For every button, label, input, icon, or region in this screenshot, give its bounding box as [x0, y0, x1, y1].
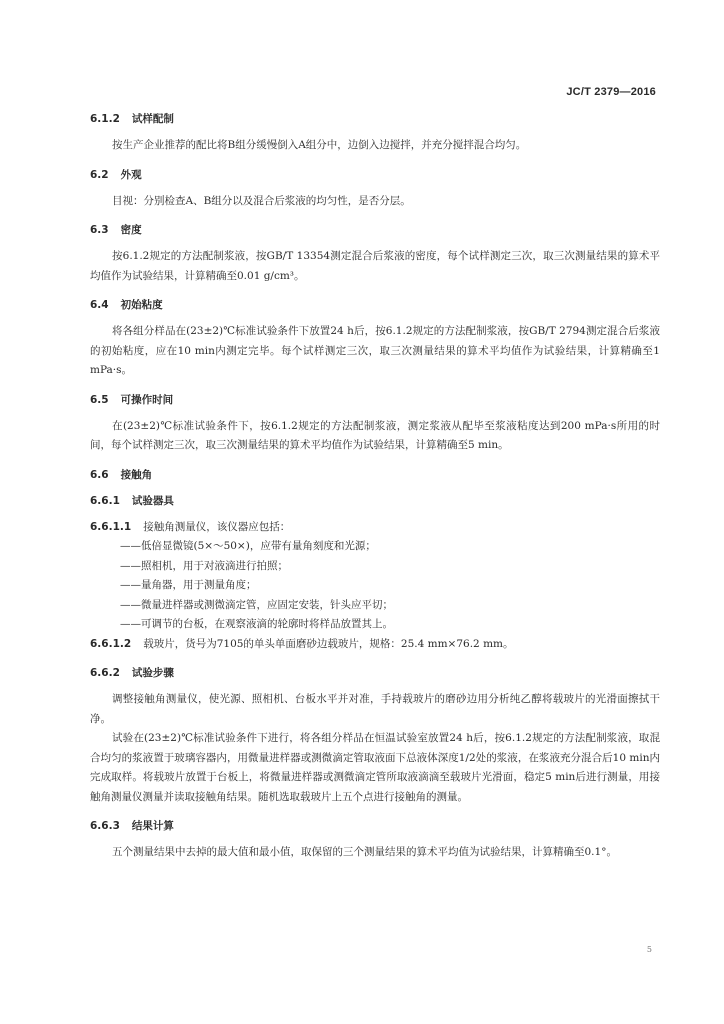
heading-6-1-2: 6.1.2 试样配制 — [90, 113, 174, 125]
list-item: ——微量进样器或测微滴定管，应固定安装，针头应平切； — [120, 598, 393, 611]
paragraph-6-3: 按6.1.2规定的方法配制浆液，按GB/T 13354测定混合后浆液的密度，每个试样测定三次，取三次测量结果的算术平均值作为试验结果，计算精确至0.01 g/cm³。 — [90, 250, 660, 282]
paragraph-6-1-2: 按生产企业推荐的配比将B组分缓慢倒入A组分中，边倒入边搅拌，并充分搅拌混合均匀。 — [112, 139, 527, 151]
heading-6-2: 6.2 外观 — [90, 168, 142, 181]
heading-6-6: 6.6 接触角 — [90, 468, 153, 481]
heading-6-5: 6.5 可操作时间 — [90, 393, 174, 406]
heading-6-6-1: 6.6.1 试验器具 — [90, 494, 174, 507]
paragraph-6-6-2-b: 试验在(23±2)℃标准试验条件下进行，将各组分样品在恒温试验室放置24 h后，按6.1.2规定的方法配制浆液，取混合均匀的浆液置于玻璃容器内，用微量进样器或测微滴定管取液面下总液体深度1/2处的浆液，在浆液充分混合后10 min内完成取样。将载玻片放置于台板上，将微量进样器或测微滴定管所取液滴滴至载玻片光滑面，稳定5 min后进行测量，用接触角测量仪测量并读取接触角结果。随机选取载玻片上五个点进行接触角的测量。 — [90, 732, 660, 803]
list-item: ——低倍显微镜(5×～50×)，应带有量角刻度和光源； — [120, 540, 376, 552]
heading-6-6-2: 6.6.2 试验步骤 — [90, 667, 174, 679]
heading-6-3: 6.3 密度 — [90, 224, 142, 236]
paragraph-6-4: 将各组分样品在(23±2)℃标准试验条件下放置24 h后，按6.1.2规定的方法配制浆液，按GB/T 2794测定混合后浆液的初始粘度，应在10 min内测定完毕。每个试样测定三次，取三次测量结果的算术平均值作为试验结果，计算精确至1 mPa·s。 — [90, 325, 660, 376]
paragraph-6-6-2-a: 调整接触角测量仪，使光源、照相机、台板水平并对准，手持载玻片的磨砂边用分析纯乙醇将载玻片的光滑面擦拭干净。 — [90, 693, 660, 725]
clause-6-6-1-2: 6.6.1.2 载玻片，货号为7105的单头单面磨砂边载玻片，规格：25.4 mm×76.2 mm。 — [90, 637, 514, 650]
heading-6-6-3: 6.6.3 结果计算 — [90, 820, 174, 832]
clause-6-6-1-1: 6.6.1.1 接触角测量仪，该仪器应包括： — [90, 520, 291, 533]
page-number: 5 — [646, 945, 652, 954]
paragraph-6-5: 在(23±2)℃标准试验条件下，按6.1.2规定的方法配制浆液，测定浆液从配毕至浆液粘度达到200 mPa·s所用的时间，每个试样测定三次，取三次测量结果的算术平均值作为试验结果，计算精确至5 min。 — [90, 419, 660, 451]
list-item: ——照相机，用于对液滴进行拍照； — [120, 559, 288, 572]
paragraph-6-6-3: 五个测量结果中去掉的最大值和最小值，取保留的三个测量结果的算术平均值为试验结果，计算精确至0.1°。 — [112, 846, 617, 858]
document-body — [90, 112, 660, 863]
list-item: ——量角器，用于测量角度； — [120, 579, 257, 591]
standard-code: JC/T 2379—2016 — [566, 86, 656, 98]
paragraph-6-2: 目视：分别检查A、B组分以及混合后浆液的均匀性，是否分层。 — [112, 194, 411, 207]
heading-6-4: 6.4 初始粘度 — [90, 299, 163, 311]
list-item: ——可调节的台板，在观察液滴的轮廓时将样品放置其上。 — [120, 618, 393, 630]
